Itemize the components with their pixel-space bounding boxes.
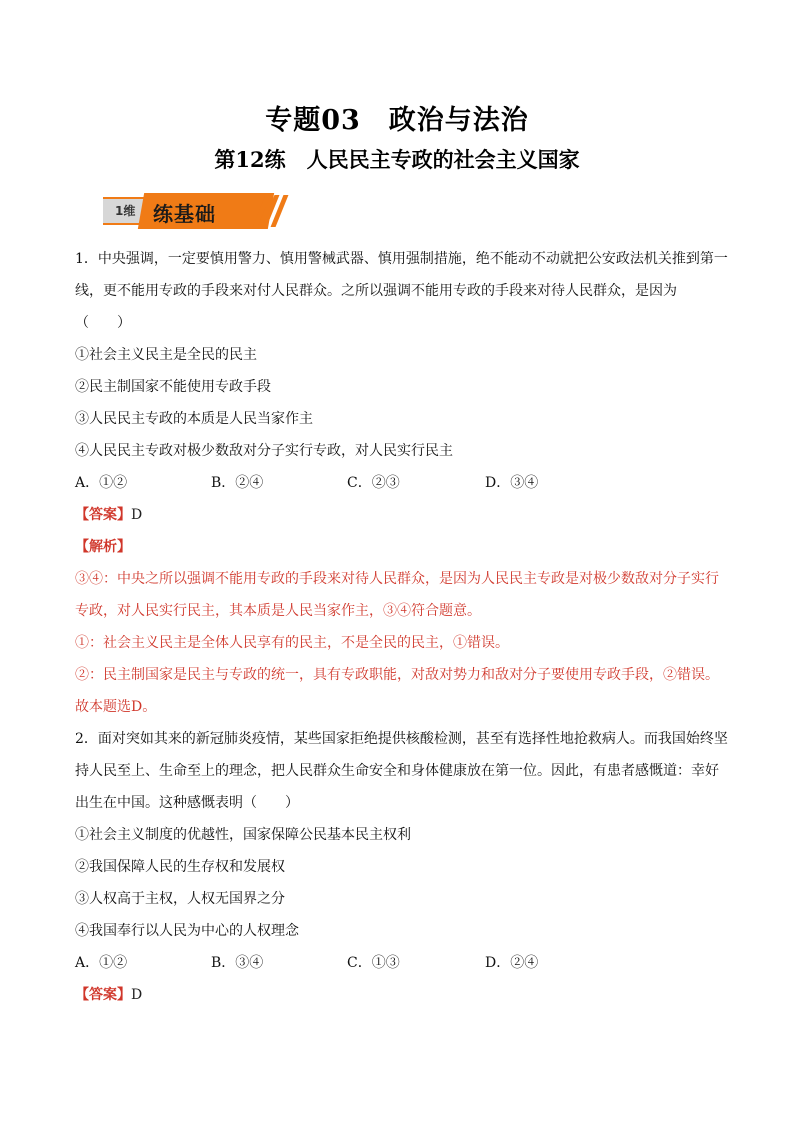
q1-option-a: A．①② <box>75 475 128 491</box>
q1-analysis-line: ②：民主制国家是民主与专政的统一，具有专政职能，对敌对势力和敌对分子要使用专政手段，②错误。 <box>75 667 719 683</box>
q2-option-c: C．①③ <box>347 955 400 971</box>
q2-item: ③人权高于主权，人权无国界之分 <box>75 891 285 907</box>
answer-value: D <box>131 507 143 523</box>
q1-option-d: D．③④ <box>485 475 539 491</box>
q1-option-b: B．②④ <box>211 475 264 491</box>
q1-item: ③人民民主专政的本质是人民当家作主 <box>75 411 313 427</box>
q2-stem-line: 持人民至上、生命至上的理念，把人民群众生命安全和身体健康放在第一位。因此，有患者感慨道：幸好 <box>75 763 719 779</box>
q2-stem-line: 出生在中国。这种感慨表明（ ） <box>75 795 299 811</box>
banner-tab-label: 1维 <box>115 204 136 218</box>
q1-stem-line: 1．中央强调，一定要慎用警力、慎用警械武器、慎用强制措施，绝不能动不动就把公安政法机关推到第一 <box>75 251 728 267</box>
answer-label: 【答案】 <box>75 987 131 1003</box>
page-subtitle: 第12练 人民民主专政的社会主义国家 <box>214 147 580 172</box>
q2-item: ②我国保障人民的生存权和发展权 <box>75 859 285 875</box>
q1-analysis-label: 【解析】 <box>75 539 131 555</box>
q1-stem-line: 线，更不能用专政的手段来对付人民群众。之所以强调不能用专政的手段来对待人民群众，是因为 <box>75 283 677 299</box>
q1-analysis-line: 专政，对人民实行民主，其本质是人民当家作主，③④符合题意。 <box>75 603 481 619</box>
q1-stem-line: （ ） <box>75 315 131 331</box>
answer-label: 【答案】 <box>75 507 131 523</box>
q1-analysis-line: ①：社会主义民主是全体人民享有的民主，不是全民的民主，①错误。 <box>75 635 509 651</box>
q2-option-b: B．③④ <box>211 955 264 971</box>
banner-label: 练基础 <box>153 202 216 226</box>
q1-item: ②民主制国家不能使用专政手段 <box>75 379 271 395</box>
section-banner <box>103 193 283 229</box>
q1-analysis-line: ③④：中央之所以强调不能用专政的手段来对待人民群众，是因为人民民主专政是对极少数敌对分子实行 <box>75 571 719 587</box>
q1-answer <box>75 506 142 524</box>
q1-item: ①社会主义民主是全民的民主 <box>75 347 257 363</box>
q1-conclusion: 故本题选D。 <box>75 699 157 715</box>
q1-option-c: C．②③ <box>347 475 400 491</box>
q1-item: ④人民民主专政对极少数敌对分子实行专政，对人民实行民主 <box>75 443 453 459</box>
q2-stem-line: 2．面对突如其来的新冠肺炎疫情，某些国家拒绝提供核酸检测，甚至有选择性地抢救病人。而我国始终坚 <box>75 731 728 747</box>
q2-answer <box>75 986 142 1004</box>
answer-value: D <box>131 987 143 1003</box>
q2-item: ④我国奉行以人民为中心的人权理念 <box>75 923 299 939</box>
q2-option-d: D．②④ <box>485 955 539 971</box>
page-title: 专题03 政治与法治 <box>265 105 529 136</box>
q2-option-a: A．①② <box>75 955 128 971</box>
q2-item: ①社会主义制度的优越性，国家保障公民基本民主权利 <box>75 827 411 843</box>
